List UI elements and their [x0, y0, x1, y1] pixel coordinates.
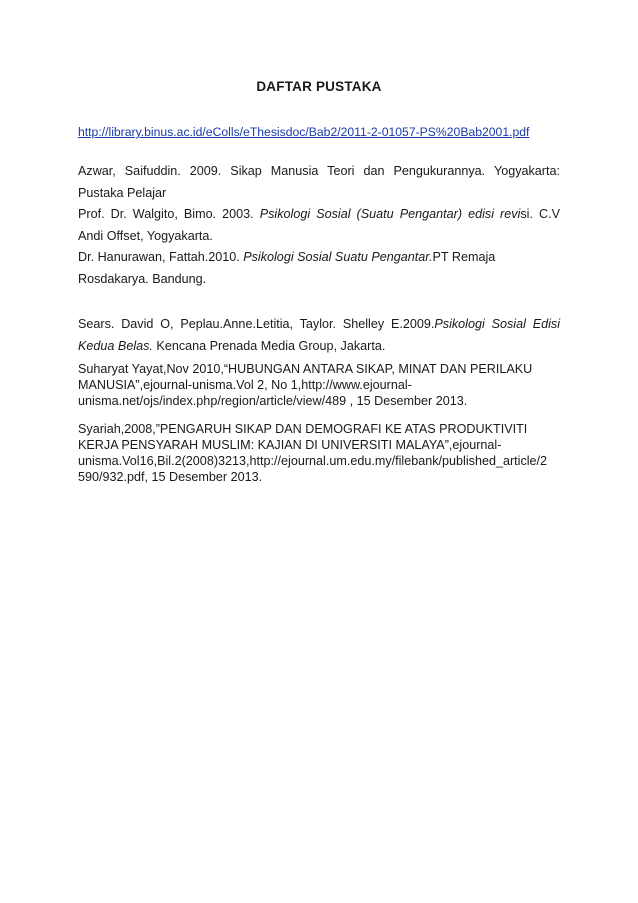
reference-suharyat — [78, 361, 560, 409]
reference-publisher: si. C.V — [520, 207, 561, 221]
reference-line — [78, 339, 385, 353]
reference-author: Prof. Dr. Walgito, Bimo. 2003. — [78, 207, 260, 221]
page-title: DAFTAR PUSTAKA — [256, 79, 382, 94]
reference-line — [78, 314, 560, 336]
reference-book-title: Psikologi Sosial (Suatu Pengantar) edisi revi — [259, 207, 521, 221]
reference-line: Suharyat Yayat,Nov 2010,“HUBUNGAN ANTARA SIKAP, MINAT DAN PERILAKU — [78, 362, 533, 376]
reference-author: Sears. David O, Peplau.Anne.Letitia, Taylor. Shelley E.2009. — [78, 317, 435, 331]
reference-book-title: Psikologi Sosial Suatu Pengantar. — [243, 250, 433, 264]
reference-line: Rosdakarya. Bandung. — [78, 271, 207, 286]
reference-author: Dr. Hanurawan, Fattah.2010. — [78, 250, 244, 264]
reference-sears — [78, 314, 560, 357]
reference-publisher: PT Remaja — [432, 250, 496, 264]
reference-line: Andi Offset, Yogyakarta. — [78, 228, 213, 243]
reference-walgito — [78, 204, 560, 247]
reference-publisher: Kencana Prenada Media Group, Jakarta. — [152, 338, 386, 353]
reference-line: 590/932.pdf, 15 Desember 2013. — [78, 470, 263, 484]
reference-line: unisma.Vol16,Bil.2(2008)3213,http://ejournal.um.edu.my/filebank/published_article/2 — [78, 454, 548, 468]
reference-hanurawan — [78, 247, 560, 290]
reference-line: Syariah,2008,”PENGARUH SIKAP DAN DEMOGRAFI KE ATAS PRODUKTIVITI — [78, 422, 528, 436]
reference-line: KERJA PENSYARAH MUSLIM: KAJIAN DI UNIVERSITI MALAYA”,ejournal- — [78, 438, 502, 452]
reference-line: Pustaka Pelajar — [78, 185, 167, 200]
reference-line — [78, 204, 560, 226]
reference-line: Azwar, Saifuddin. 2009. Sikap Manusia Teori dan Pengukurannya. Yogyakarta: — [78, 164, 560, 178]
reference-line: MANUSIA”,ejournal-unisma.Vol 2, No 1,http://www.ejournal- — [78, 378, 412, 392]
reference-link[interactable]: http://library.binus.ac.id/eColls/eThesisdoc/Bab2/2011-2-01057-PS%20Bab2001.pdf — [78, 125, 530, 139]
reference-line: unisma.net/ojs/index.php/region/article/view/489 , 15 Desember 2013. — [78, 394, 468, 408]
reference-syariah — [78, 421, 560, 485]
reference-azwar — [78, 161, 560, 204]
reference-book-title: Kedua Belas. — [78, 338, 153, 353]
reference-line — [78, 250, 495, 264]
reference-book-title: Psikologi Sosial Edisi — [434, 317, 560, 331]
